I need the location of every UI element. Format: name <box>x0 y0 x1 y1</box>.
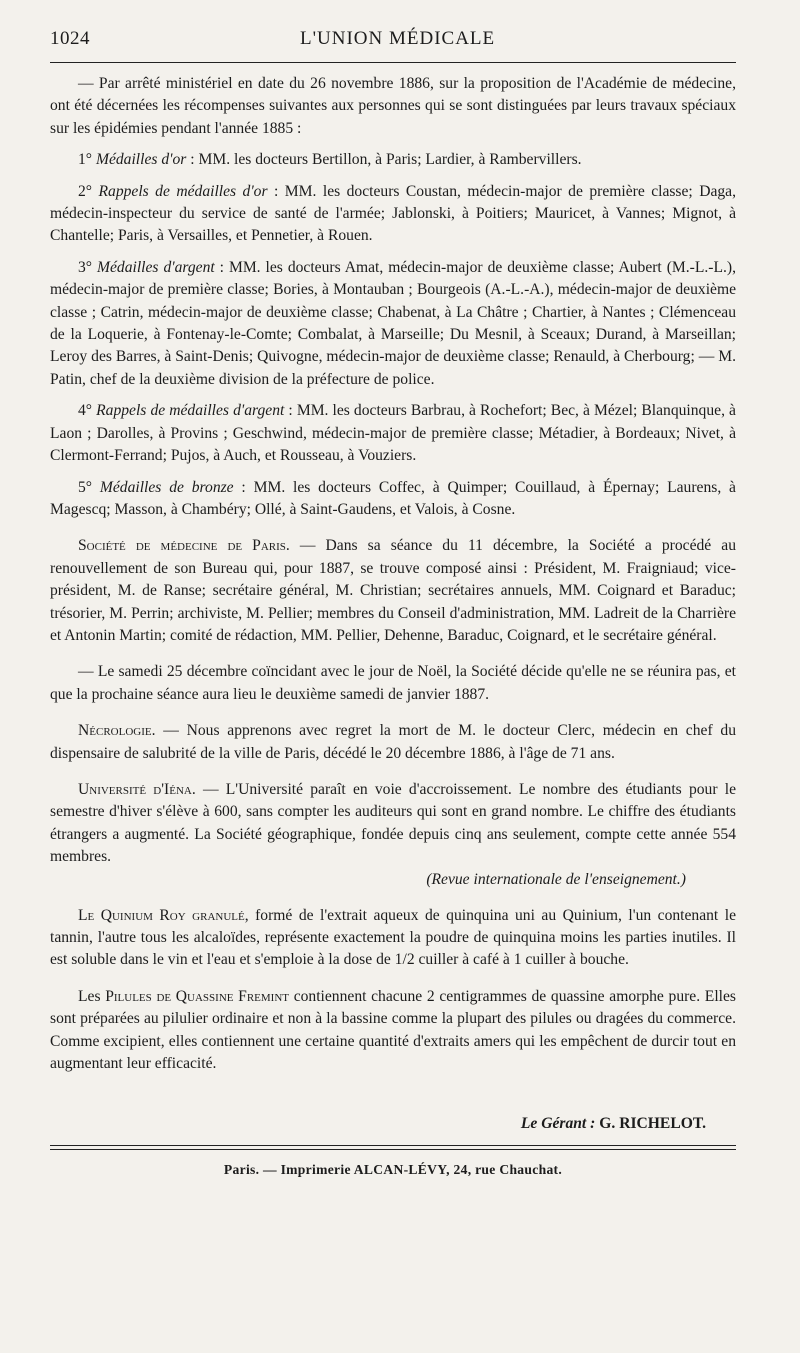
journal-title: L'UNION MÉDICALE <box>300 28 496 49</box>
necrologie-paragraph <box>50 720 736 765</box>
section-lead: Université d'Iéna. <box>78 780 196 798</box>
award-number: 3° <box>78 258 93 276</box>
universite-paragraph <box>50 779 736 869</box>
award-heading: Rappels de médailles d'or <box>98 182 268 200</box>
section-text: — Nous apprenons avec regret la mort de M. le docteur Clerc, médecin en chef du dispensaire de salubrité de la ville de Paris, décédé le 20 décembre 1886, à l'âge de 71 ans. <box>50 722 736 762</box>
award-item-4 <box>50 400 736 467</box>
header-rule <box>50 62 736 63</box>
section-lead: Nécrologie. <box>78 722 156 740</box>
societe-paragraph <box>50 535 736 647</box>
award-heading: Médailles d'argent <box>97 258 215 276</box>
signature <box>50 1113 736 1135</box>
award-text: : MM. les docteurs Barbrau, à Rochefort; Bec, à Mézel; Blanquinque, à Laon ; Darolles, à Provins ; Geschwind, médecin-major de première classe; Métadier, à Bordeaux; Nivet, à Clermont-Ferrand; Pujos, à Auch, et Rousseau, à Vouziers. <box>50 402 736 465</box>
running-head <box>50 28 736 58</box>
printer-imprint: Paris. — Imprimerie ALCAN-LÉVY, 24, rue Chauchat. <box>223 1162 563 1178</box>
award-number: 4° <box>78 402 93 420</box>
award-text: : MM. les docteurs Amat, médecin-major de deuxième classe; Aubert (M.-L.-L.), médecin-major de première classe; Bories, à Montauban ; Bourgeois (A.-L.-A.), médecin-major de deuxième classe ; Catrin, médecin-major de deuxième classe; Chabenat, à La Châtre ; Chartier, à Nantes ; Clémenceau de la Loquerie, à Fontenay-le-Comte; Combalat, à Marseille; Du Mesnil, à Sceaux; Durand, à Marseillan; Leroy des Barres, à Saint-Denis; Quivogne, médecin-major de deuxième classe; Renauld, à Cherbourg; — M. Patin, chef de la deuxième division de la préfecture de police. <box>50 258 736 388</box>
section-lead: Pilules de Quassine Fremint <box>105 987 290 1005</box>
award-text: : MM. les docteurs Coustan, médecin-major de première classe; Daga, médecin-inspecteur du service de santé de l'armée; Jablonski, à Poitiers; Mauricet, à Vannes; Mignot, à Chantelle; Paris, à Versailles, et Pennetier, à Rouen. <box>50 182 737 245</box>
signature-label: Le Gérant : <box>520 1115 596 1133</box>
award-heading: Rappels de médailles d'argent <box>96 402 285 420</box>
section-text: — L'Université paraît en voie d'accroissement. Le nombre des étudiants pour le semestre d'hiver s'élève à 600, sans compter les auditeurs qui sont en grand nombre. Le chiffre des étudiants étrangers a augmenté. La Société géographique, fondée depuis cinq ans seulement, compte cette année 554 membres. <box>50 780 736 866</box>
arrete-intro: — Par arrêté ministériel en date du 26 novembre 1886, sur la proposition de l'Académie de médecine, ont été décernées les récompenses suivantes aux personnes qui se sont distinguées par leurs travaux spéciaux sur les épidémies pendant l'année 1885 : <box>50 75 736 137</box>
section-text: — Dans sa séance du 11 décembre, la Société a procédé au renouvellement de son Bureau qui, pour 1887, se trouve composé ainsi : Président, M. Fraigniaud; vice-président, M. de Ranse; secrétaire général, M. Christian; secrétaires annuels, MM. Coignard et Baraduc; trésorier, M. Perrin; archiviste, M. Pellier; membres du Conseil d'administration, MM. Ladreit de la Charrière et Antonin Martin; comité de rédaction, MM. Pellier, Dehenne, Baraduc, Coignard, et le secrétaire général. <box>50 537 736 644</box>
award-item-1 <box>50 149 736 171</box>
section-text: contiennent chacune 2 centigrammes de quassine amorphe pure. Elles sont préparées au pilulier ordinaire et non à la bassine comme la plupart des pilules ou dragées du commerce. Comme excipient, elles contiennent une certaine quantité d'extraits amers qui les empêchent de durcir tout en augmentant leur efficacité. <box>50 987 736 1073</box>
award-number: 2° <box>78 182 93 200</box>
quinium-paragraph <box>50 905 736 972</box>
page-number: 1024 <box>50 28 90 49</box>
source-citation: (Revue internationale de l'enseignement.) <box>426 870 686 888</box>
award-text: : MM. les docteurs Bertillon, à Paris; Lardier, à Rambervillers. <box>186 151 582 169</box>
pilules-paragraph: Les Pilules de Quassine Fremint contiennent chacune 2 centigrammes de quassine amorphe pure. Elles sont préparées au pilulier ordinaire et non à la bassine comme la plupart des pilules ou dragées du commerce. Comme excipient, elles contiennent une certaine quantité d'extraits amers qui les empêchent de durcir tout en augmentant leur efficacité. <box>50 987 736 1073</box>
award-item-2 <box>50 181 736 248</box>
award-heading: Médailles de bronze <box>99 478 234 496</box>
section-lead: Société de médecine de Paris. <box>78 537 290 555</box>
award-number: 5° <box>78 478 93 496</box>
award-item-3 <box>50 257 736 391</box>
award-item-5 <box>50 477 736 522</box>
section-text: formé de l'extrait aqueux de quinquina uni au Quinium, l'un contenant le tannin, l'autre tous les alcaloïdes, représente exactement la poudre de quinquina moins les parties inutiles. Il est soluble dans le vin et l'eau et s'emploie à la dose de 1/2 cuiller à café à 1 cuiller à bouche. <box>50 906 736 969</box>
award-number: 1° <box>78 151 93 169</box>
societe-note: — Le samedi 25 décembre coïncidant avec le jour de Noël, la Société décide qu'elle ne se réunira pas, et que la prochaine séance aura lieu le deuxième samedi de janvier 1887. <box>50 663 736 703</box>
signature-name: G. RICHELOT. <box>599 1115 706 1133</box>
footer-rule <box>50 1145 736 1150</box>
award-heading: Médailles d'or <box>95 151 187 169</box>
section-lead: Le Quinium Roy granulé, <box>78 906 249 924</box>
award-text: : MM. les docteurs Coffec, à Quimper; Couillaud, à Épernay; Laurens, à Magescq; Masson, à Chambéry; Ollé, à Saint-Gaudens, et Valois, à Cosne. <box>50 478 736 518</box>
